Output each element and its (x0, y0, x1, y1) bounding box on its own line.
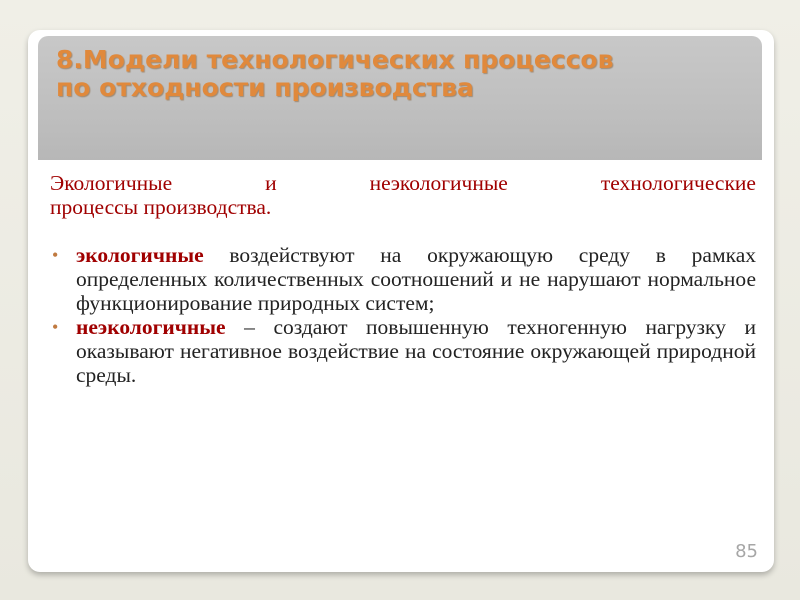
intro-line-1 (50, 171, 756, 195)
slide-card (28, 30, 774, 572)
intro-word-4: технологические (600, 171, 756, 195)
bullet-item-non-ecological (50, 315, 756, 387)
bullet-dot-icon: • (52, 245, 59, 265)
bullet-text: – создают повышенную техногенную нагрузку и оказывают негативное воздействие на состояние окружающей природной среды. (76, 315, 756, 387)
bullet-term: экологичные (76, 243, 204, 267)
slide-content (50, 171, 756, 387)
title-band (38, 36, 762, 160)
slide-title-line-1: 8.Модели технологических процессов (56, 45, 614, 74)
bullet-text: воздействуют на окружающую среду в рамках определенных количественных соотношений и не нарушают нормальное функционирование природных систем; (76, 243, 756, 315)
slide-title-line-2: по отходности производства (56, 73, 474, 102)
slide-title (56, 46, 756, 102)
bullet-term: неэкологичные (76, 315, 226, 339)
intro-word-3: неэкологичные (369, 171, 508, 195)
intro-line-2: процессы производства. (50, 195, 272, 219)
intro-word-1: Экологичные (50, 171, 173, 195)
intro-paragraph (50, 171, 756, 219)
page-number: 85 (735, 541, 758, 562)
intro-word-2: и (265, 171, 277, 195)
bullet-dot-icon: • (52, 317, 59, 337)
bullet-item-ecological (50, 243, 756, 315)
spacer (50, 219, 756, 243)
